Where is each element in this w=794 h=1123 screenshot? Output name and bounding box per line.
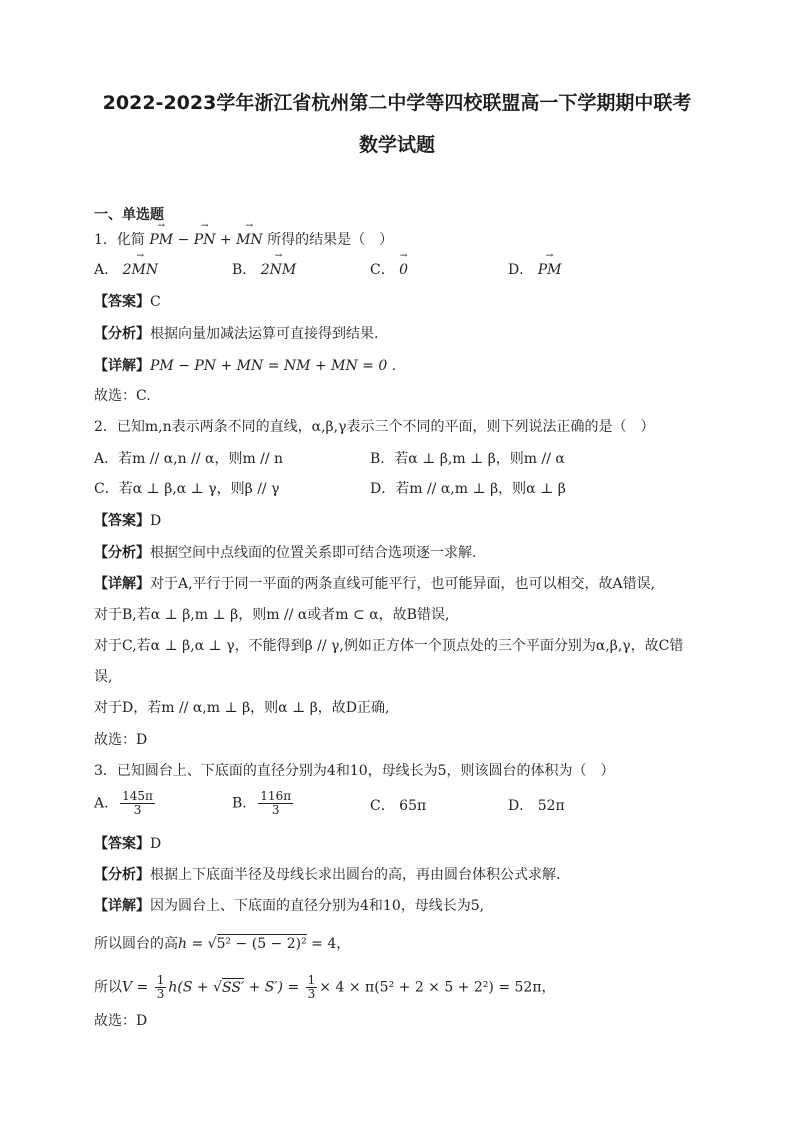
q2-detail: 【详解】对于A,平行于同一平面的两条直线可能平行，也可能异面，也可以相交，故A错误, [94,576,656,592]
q2-choice: 故选：D [94,732,148,748]
fraction: $\frac{116\pi}{3}$ [260,789,292,817]
q2-option-d[interactable]: D．若m // α,m ⊥ β，则α ⊥ β [370,481,566,497]
document-subtitle: 数学试题 [358,134,435,156]
q1-vector-pn: → PN [194,231,216,249]
q3-option-c[interactable]: C． 65π [370,798,427,814]
q1-choice: 故选：C. [94,388,151,404]
q2-stem: 2．已知m,n表示两条不同的直线，α,β,γ表示三个不同的平面，则下列说法正确的是（ ） [94,419,655,435]
fraction: $\frac{1}{3}$ [307,973,316,1001]
q2-answer: 【答案】D [94,513,162,529]
q1-option-d[interactable]: D． → PM [508,261,561,279]
q1-detail: 【详解】PM − PN + MN = NM + MN = 0 . [94,358,397,374]
q1-option-a[interactable]: A． → 2MN [94,261,158,279]
q3-option-a[interactable]: A． $\frac{145\pi}{3}$ [94,789,153,817]
q2-detail-line: 对于D，若m // α,m ⊥ β，则α ⊥ β，故D正确, [94,700,390,716]
q1-vector-pm: → PM [149,231,173,249]
q3-volume: 所以V = $\frac{1}{3}$ h(S + √SS′ + S′) = $\frac{1}{3}$ × 4 × π(5² + 2 × 5 + 2²) = 52π， [94,973,556,1001]
q1-stem-suffix: 所得的结果是（ ） [267,232,394,248]
q2-detail-line: 对于C,若α ⊥ β,α ⊥ γ，不能得到β // γ,例如正方体一个顶点处的三个平面分别为α,β,γ，故C错 [94,638,684,654]
q3-option-b[interactable]: B． $\frac{116\pi}{3}$ [232,789,292,817]
q2-option-c[interactable]: C．若α ⊥ β,α ⊥ γ，则β // γ [94,481,280,497]
document-title: 2022-2023学年浙江省杭州第二中学等四校联盟高一下学期期中联考 [102,92,692,114]
q1-analysis: 【分析】根据向量加减法运算可直接得到结果. [94,326,379,342]
q3-choice: 故选：D [94,1013,148,1029]
fraction: $\frac{145\pi}{3}$ [122,789,153,817]
q1-option-b[interactable]: B． → 2NM [232,261,296,279]
fraction: $\frac{1}{3}$ [156,973,165,1001]
q1-stem-prefix: 1．化简 [94,232,145,248]
q3-height: 所以圆台的高h = √5² − (5 − 2)² = 4， [94,936,351,952]
q2-detail-line: 误, [94,669,113,685]
q3-analysis: 【分析】根据上下底面半径及母线长求出圆台的高，再由圆台体积公式求解. [94,867,561,883]
q2-option-a[interactable]: A．若m // α,n // α，则m // n [94,451,284,467]
q2-analysis: 【分析】根据空间中点线面的位置关系即可结合选项逐一求解. [94,545,477,561]
q3-answer: 【答案】D [94,836,162,852]
q1-stem: 1．化简 → PM − → PN + → MN 所得的结果是（ ） [94,231,393,249]
q2-detail-line: 对于B,若α ⊥ β,m ⊥ β，则m // α或者m ⊂ α，故B错误, [94,607,450,623]
q2-option-b[interactable]: B．若α ⊥ β,m ⊥ β，则m // α [370,451,565,467]
q1-option-c[interactable]: C． → 0 [370,261,408,279]
q3-stem: 3．已知圆台上、下底面的直径分别为4和10，母线长为5，则该圆台的体积为（ ） [94,763,615,779]
q1-answer: 【答案】C [94,294,161,310]
q3-detail: 【详解】因为圆台上、下底面的直径分别为4和10，母线长为5, [94,898,485,914]
section-heading: 一、单选题 [94,207,164,223]
q3-option-d[interactable]: D． 52π [508,798,565,814]
q1-vector-mn: → MN [236,231,263,249]
